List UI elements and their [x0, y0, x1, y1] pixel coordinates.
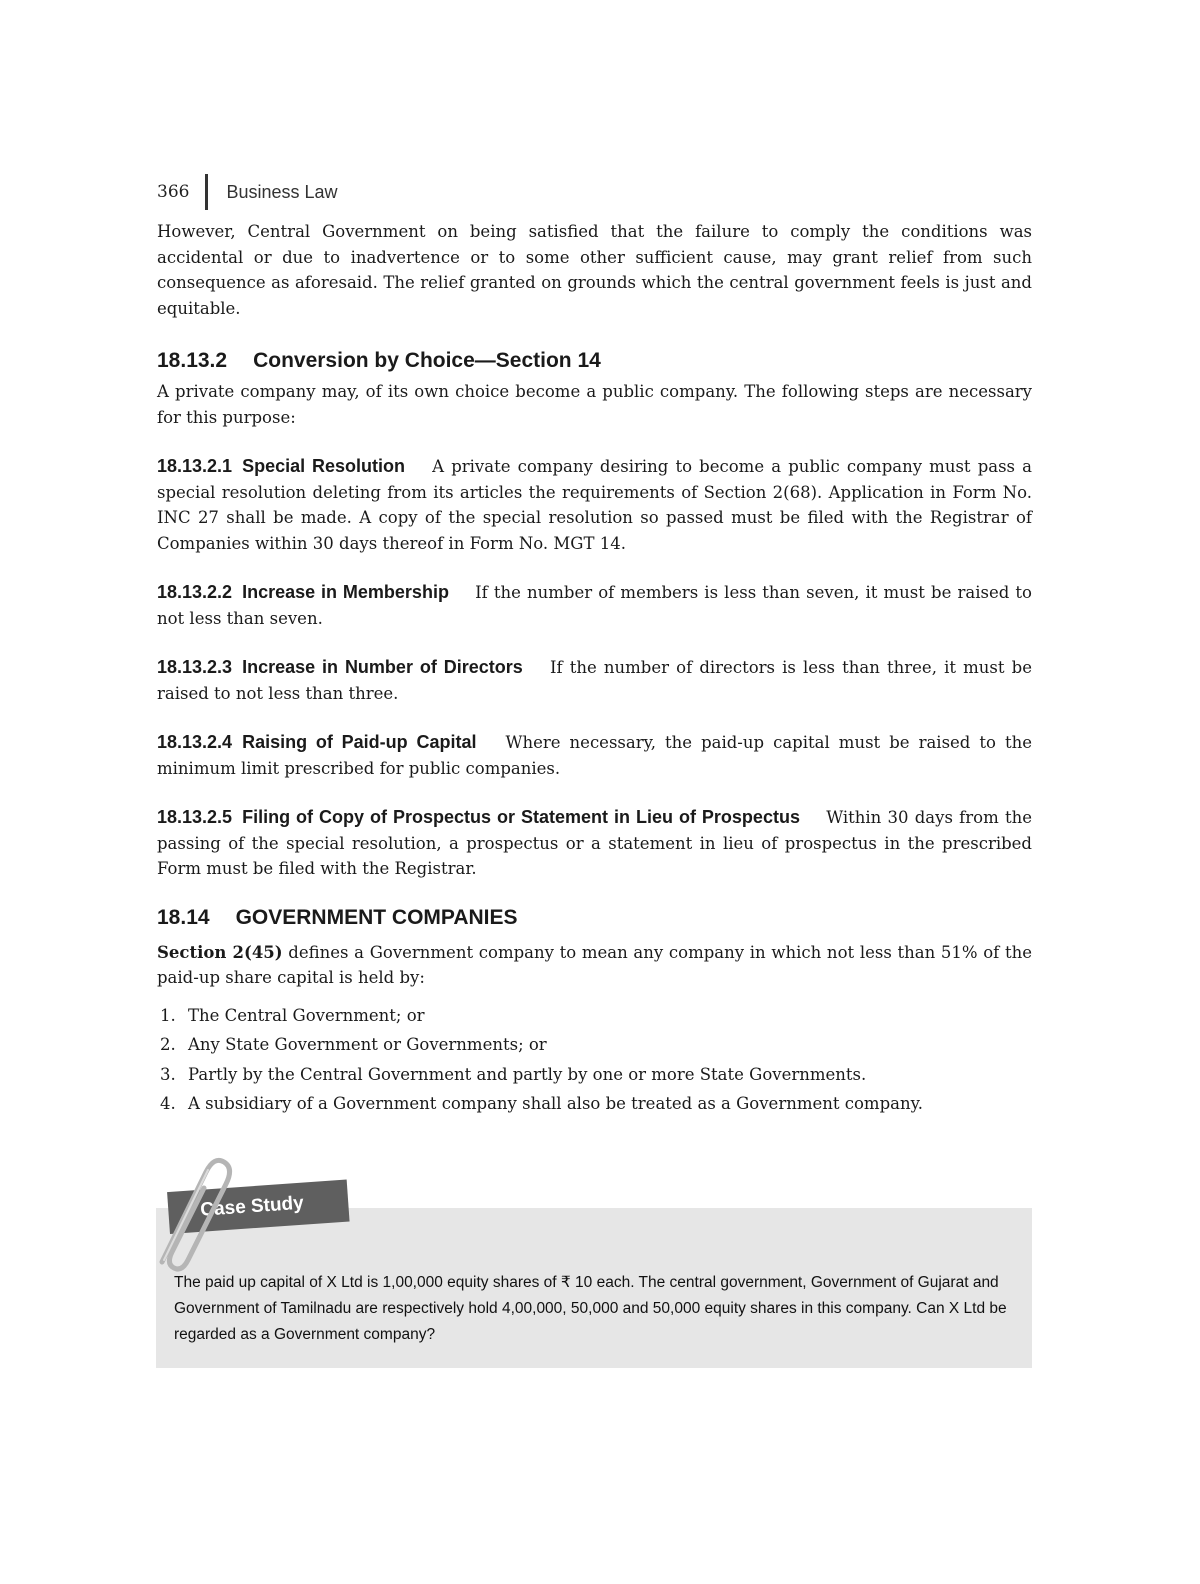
- subsection-18-13-2-3: [157, 655, 1032, 706]
- subsection-paragraph: [157, 805, 1032, 882]
- subsection-heading: [157, 657, 523, 677]
- subsection-body: Where necessary, the paid-up capital must be raised to the minimum limit prescribed for public companies.: [157, 733, 1033, 778]
- case-study-text: The paid up capital of X Ltd is 1,00,000 equity shares of ₹ 10 each. The central government, Government of Gujarat and Government of Tamilnadu are respectively hold 4,00,000, 50,000 and 50,000 equity shares in this company. Can X Ltd be regarded as a Government company?: [174, 1274, 1007, 1343]
- subsection-paragraph: [157, 580, 1032, 631]
- government-list: [157, 1001, 1032, 1119]
- case-study-label: Case Study: [199, 1192, 305, 1221]
- subsection-title: Special Resolution: [242, 456, 406, 476]
- list-item: [157, 1089, 1032, 1119]
- list-item: [157, 1001, 1032, 1031]
- page-number: 366: [157, 182, 190, 202]
- list-marker: 4.: [160, 1094, 176, 1113]
- subsection-title: Increase in Number of Directors: [242, 657, 523, 677]
- section-number: 18.14: [157, 905, 210, 929]
- subsection-number: 18.13.2.3: [157, 657, 233, 677]
- section-body: [157, 940, 1032, 991]
- subsection-18-13-2-5: [157, 805, 1032, 882]
- subsection-body: If the number of members is less than seven, it must be raised to not less than seven.: [157, 583, 1032, 628]
- subsection-paragraph: [157, 454, 1032, 556]
- section-title: Conversion by Choice—Section 14: [253, 349, 601, 372]
- list-item-text: The Central Government; or: [188, 1005, 425, 1025]
- list-marker: 1.: [160, 1005, 176, 1025]
- subsection-title: Filing of Copy of Prospectus or Statement in Lieu of Prospectus: [242, 807, 800, 827]
- section-heading: [157, 349, 1032, 373]
- subsection-body: If the number of directors is less than three, it must be raised to not less than three.: [157, 658, 1032, 703]
- subsection-body: Within 30 days from the passing of the special resolution, a prospectus or a statement in lieu of prospectus in the prescribed Form must be filed with the Registrar.: [157, 808, 1032, 878]
- section-18-14: [157, 906, 1032, 1119]
- subsection-number: 18.13.2.2: [157, 582, 233, 602]
- case-study-box: [148, 1150, 1032, 1368]
- list-item-text: Partly by the Central Government and partly by one or more State Governments.: [188, 1064, 867, 1084]
- section-number: 18.13.2: [157, 349, 228, 372]
- section-body-text: defines a Government company to mean any company in which not less than 51% of the paid-up share capital is held by:: [157, 942, 1032, 987]
- subsection-paragraph: [157, 655, 1032, 706]
- subsection-paragraph: [157, 730, 1032, 781]
- page-header: [157, 172, 1032, 212]
- subsection-18-13-2-4: [157, 730, 1032, 781]
- subsection-heading: [157, 807, 800, 827]
- header-divider: [205, 174, 208, 210]
- section-reference: Section 2(45): [157, 942, 283, 962]
- running-title: Business Law: [226, 181, 338, 202]
- section-body: A private company may, of its own choice become a public company. The following steps are necessary for this purpose:: [157, 382, 1032, 427]
- section-heading: [157, 906, 1032, 930]
- subsection-heading: [157, 732, 476, 752]
- subsection-number: 18.13.2.1: [157, 456, 233, 476]
- list-item: [157, 1060, 1032, 1090]
- list-item: [157, 1030, 1032, 1060]
- section-title: GOVERNMENT COMPANIES: [235, 905, 518, 929]
- list-marker: 3.: [160, 1064, 176, 1084]
- subsection-title: Increase in Membership: [242, 582, 449, 602]
- subsection-heading: [157, 456, 405, 476]
- list-item-text: Any State Government or Governments; or: [188, 1035, 547, 1054]
- page-content: [157, 172, 1032, 1119]
- subsection-body: A private company desiring to become a public company must pass a special resolution deleting from its articles the requirements of Section 2(68). Application in Form No. INC 27 shall be made. A copy of the special resolution so passed must be filed with the Registrar of Companies within 30 days thereof in Form No. MGT 14.: [157, 457, 1032, 553]
- subsection-heading: [157, 582, 449, 602]
- section-18-13-2: [157, 349, 1032, 882]
- list-item-text: A subsidiary of a Government company shall also be treated as a Government company.: [188, 1094, 923, 1113]
- list-marker: 2.: [160, 1035, 176, 1054]
- subsection-number: 18.13.2.5: [157, 807, 233, 827]
- subsection-18-13-2-2: [157, 580, 1032, 631]
- subsection-title: Raising of Paid-up Capital: [242, 732, 477, 752]
- subsection-18-13-2-1: [157, 454, 1032, 556]
- subsection-number: 18.13.2.4: [157, 732, 233, 752]
- intro-paragraph: However, Central Government on being satisfied that the failure to comply the conditions was accidental or due to inadvertence or to some other sufficient cause, may grant relief from such consequence as aforesaid. The relief granted on grounds which the central government feels is just and equitable.: [157, 222, 1032, 318]
- paperclip-icon: [148, 1150, 238, 1280]
